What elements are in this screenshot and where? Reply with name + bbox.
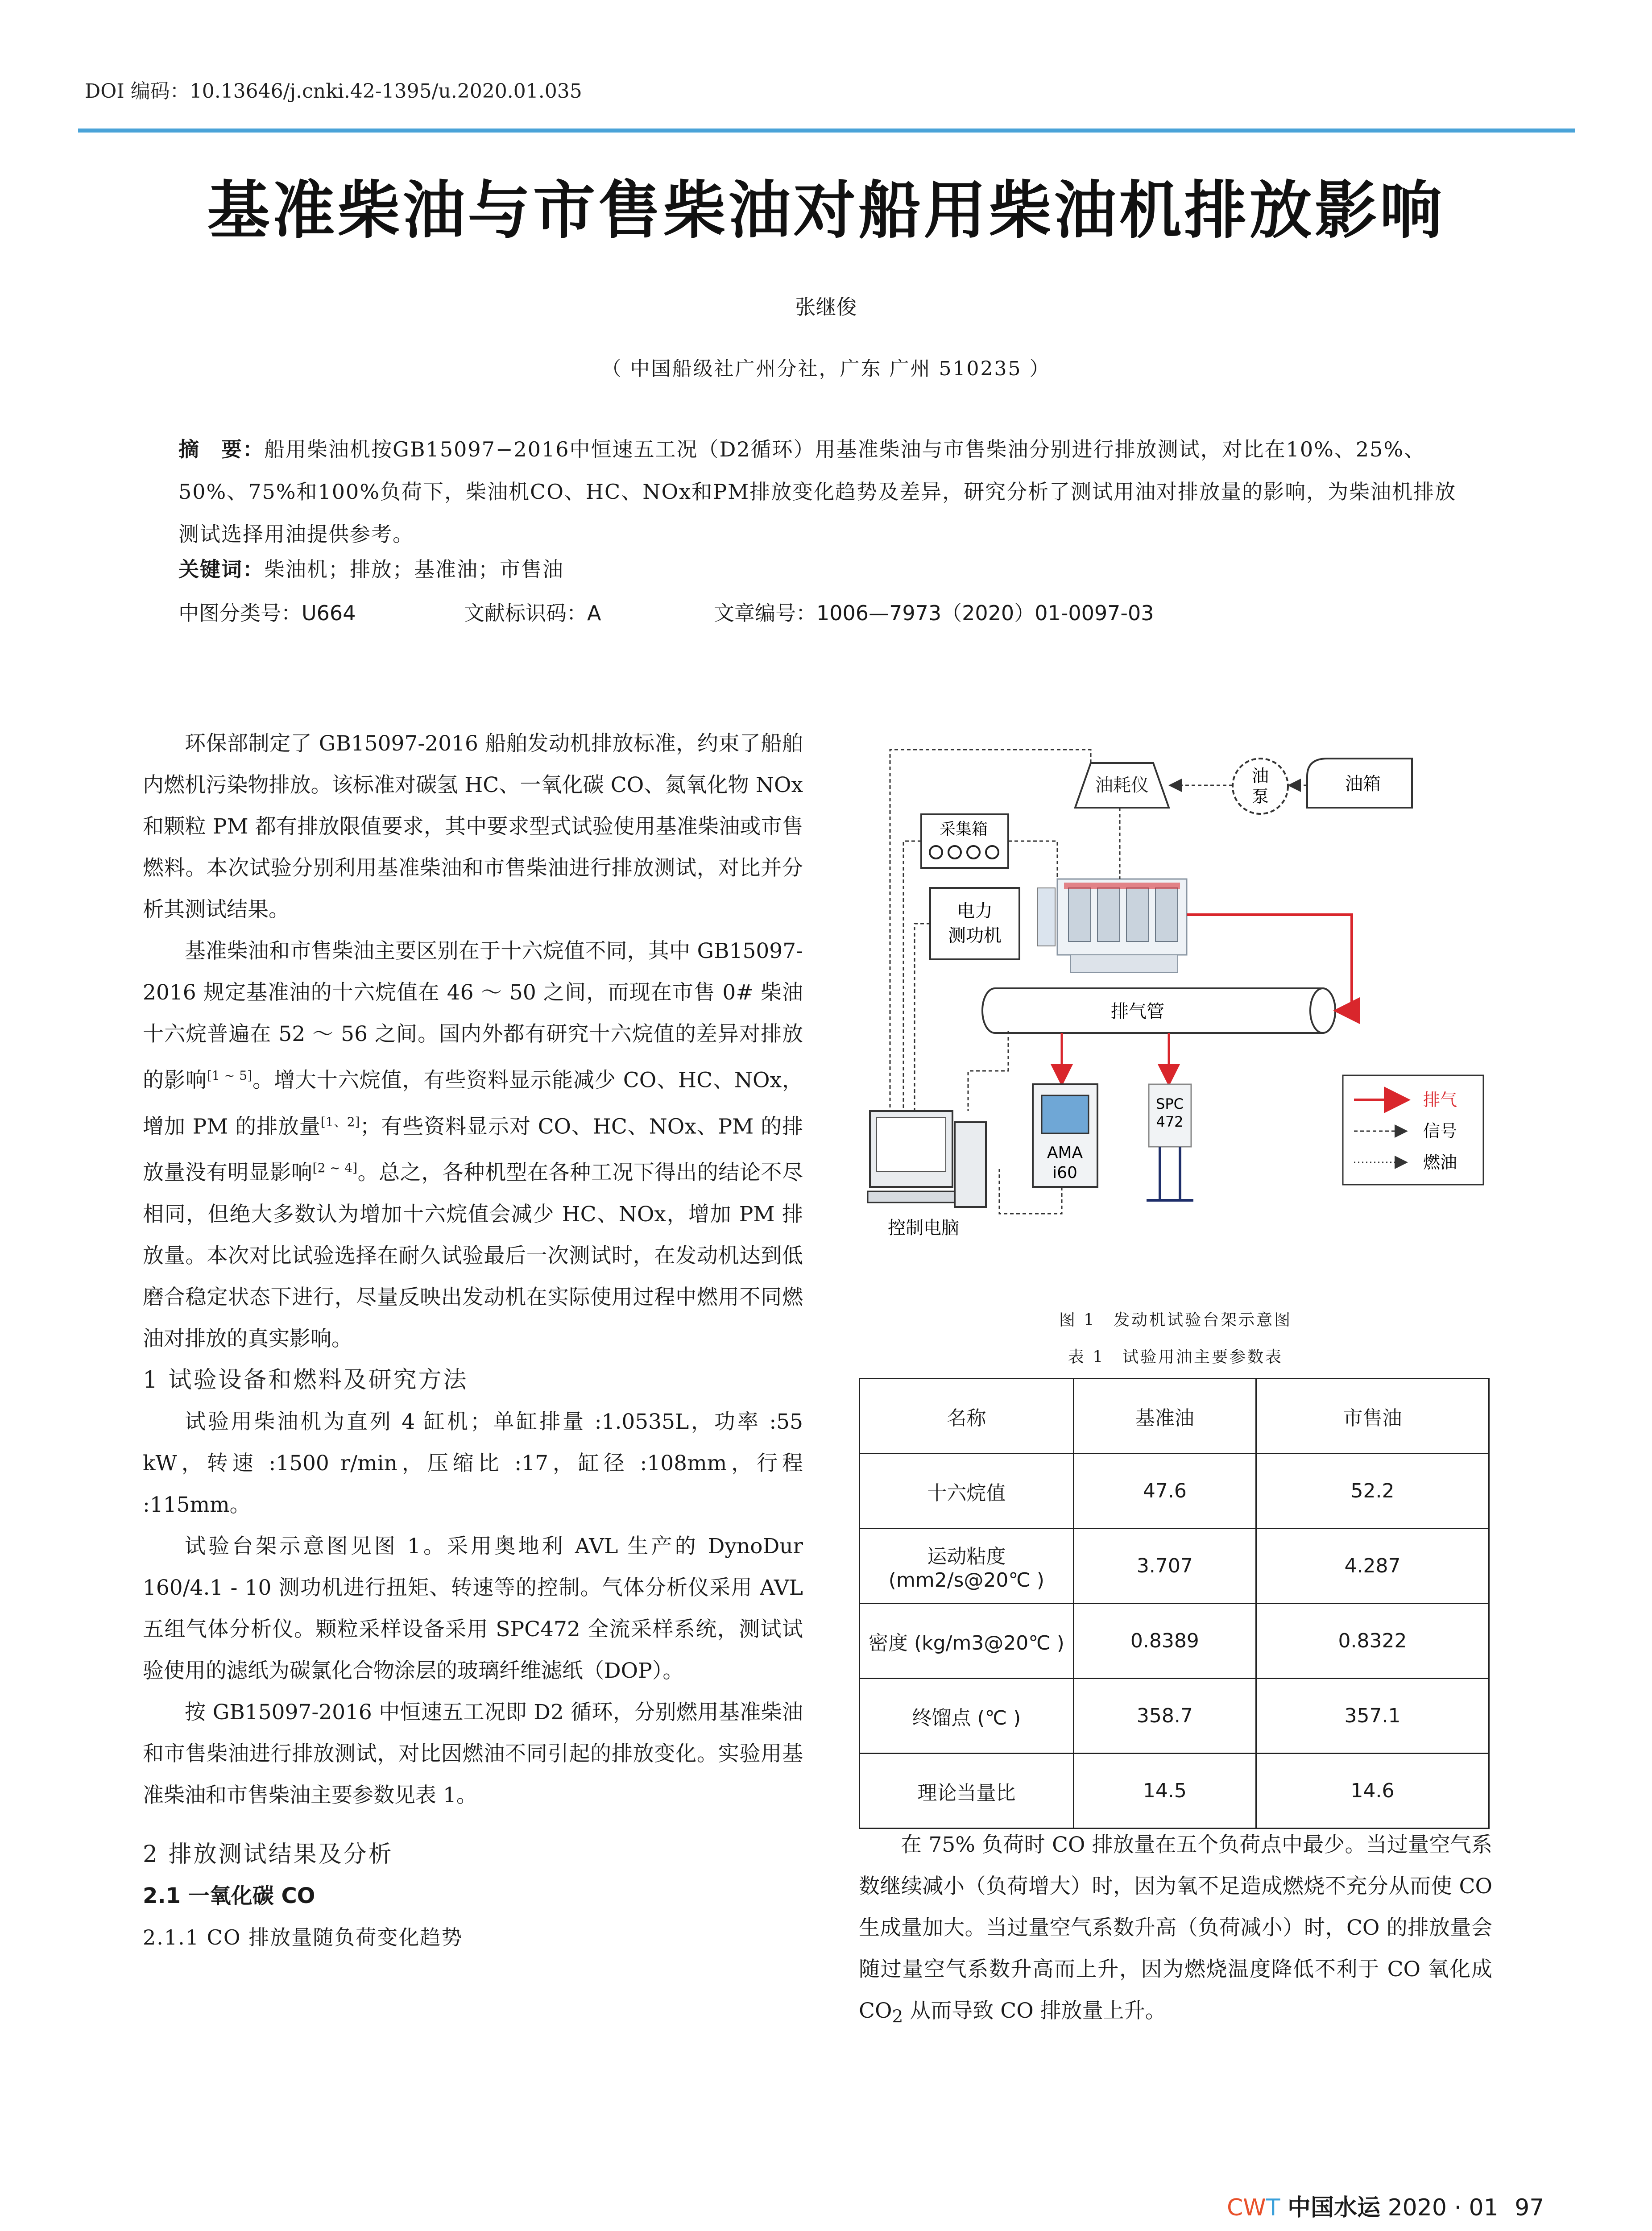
body-left-column [143, 723, 803, 1958]
pc-label: 控制电脑 [888, 1218, 959, 1238]
citation: [1、2] [320, 1114, 360, 1129]
table-cell: 3.707 [1073, 1529, 1256, 1604]
table-cell: 4.287 [1256, 1529, 1489, 1604]
pump-label-1: 油 [1251, 766, 1269, 786]
table-row [860, 1454, 1489, 1529]
text-run: 。总之，各种机型在各种工况下得出的结论不尽相同，但绝大多数认为增加十六烷值会减少 HC、NOx，增加 PM 排放量。本次对比试验选择在耐久试验最后一次测试时，在发动机达到低磨合稳定状态下进行，尽量反映出发动机在实际使用过程中燃用不同燃油对排放的真实影响。 [143, 1160, 803, 1351]
paragraph: 试验用柴油机为直列 4 缸机；单缸排量 :1.0535L，功率 :55 kW，转速 :1500 r/min，压缩比 :17，缸径 :108mm，行程 :115mm。 [143, 1409, 803, 1517]
subsection-heading: 2.1 一氧化碳 CO [143, 1883, 315, 1908]
table-cell: 47.6 [1073, 1454, 1256, 1529]
exhaust-pipe [982, 988, 1335, 1033]
table-cell: 密度 (kg/m3@20℃ ) [860, 1604, 1074, 1679]
ama-label-2: i60 [1052, 1164, 1077, 1182]
citation: [1 ~ 5] [207, 1068, 253, 1083]
fuel-meter [1075, 763, 1169, 808]
fuel-parameters-table [859, 1378, 1490, 1829]
paper-title: 基准柴油与市售柴油对船用柴油机排放影响 [207, 174, 1445, 247]
table-row [860, 1679, 1489, 1754]
section-heading-2: 2 排放测试结果及分析 [143, 1841, 393, 1868]
subsubsection-heading: 2.1.1 CO 排放量随负荷变化趋势 [143, 1925, 463, 1949]
table-row [860, 1529, 1489, 1604]
paragraph: 环保部制定了 GB15097-2016 船舶发动机排放标准，约束了船舶内燃机污染物排放。该标准对碳氢 HC、一氧化碳 CO、氮氧化物 NOx 和颗粒 PM 都有排放限值要求，其中要求型式试验使用基准柴油或市售燃料。本次试验分别利用基准柴油和市售柴油进行排放测试，对比并分析其测试结果。 [143, 731, 803, 922]
table-cell: 14.5 [1073, 1754, 1256, 1829]
page-number: 97 [1515, 2194, 1544, 2221]
fuel-tank [1307, 759, 1412, 808]
paragraph [859, 1824, 1492, 2037]
paragraph: 按 GB15097-2016 中恒速五工况即 D2 循环，分别燃用基准柴油和市售柴油进行排放测试，对比因燃油不同引起的排放变化。实验用基准柴油和市售柴油主要参数见表 1。 [143, 1700, 803, 1808]
subscript: 2 [892, 2007, 903, 2027]
keywords-label: 关键词： [178, 557, 264, 581]
abstract-label: 摘 要： [178, 437, 264, 461]
keywords-text: 柴油机；排放；基准油；市售油 [264, 557, 564, 581]
table-cell: 运动粘度 (mm2/s@20℃ ) [860, 1529, 1074, 1604]
paragraph: 试验台架示意图见图 1。采用奥地利 AVL 生产的 DynoDur 160/4.1 - 10 测功机进行扭矩、转速等的控制。气体分析仪采用 AVL 五组气体分析仪。颗粒采样设备采用 SPC472 全流采样系统，测试试验使用的滤纸为碳氯化合物涂层的玻璃纤维滤纸（DOP）。 [143, 1534, 803, 1683]
exhaust-pipe-label: 排气管 [1111, 1001, 1164, 1022]
test-bench-diagram [861, 741, 1490, 1296]
table-header-row [860, 1379, 1489, 1454]
text-run: 从而导致 CO 排放量上升。 [903, 1999, 1166, 2023]
issue: 2020 · 01 [1387, 2194, 1499, 2221]
figure-legend [1343, 1075, 1483, 1185]
citation: [2 ~ 4] [312, 1161, 358, 1176]
ama-label-1: AMA [1047, 1144, 1083, 1162]
table-cell: 0.8322 [1256, 1604, 1489, 1679]
author: 张继俊 [795, 295, 857, 319]
table-cell: 52.2 [1256, 1454, 1489, 1529]
cwt-logo-c: CW [1227, 2194, 1266, 2221]
oil-pump [1233, 759, 1288, 814]
daq-label: 采集箱 [939, 820, 988, 838]
cwt-logo-t: T [1266, 2194, 1280, 2221]
daq-box [921, 814, 1008, 868]
table-cell: 理论当量比 [860, 1754, 1074, 1829]
figure-caption: 图 1 发动机试验台架示意图 [1059, 1311, 1292, 1329]
pump-label-2: 泵 [1251, 787, 1269, 806]
paragraph [143, 930, 803, 1360]
dynamometer [930, 888, 1019, 959]
table-header-cell: 基准油 [1073, 1379, 1256, 1454]
text-run: 。增大十六烷值，有些资料显示能减少 CO、HC、NOx，增加 PM 的排放量 [143, 1068, 803, 1139]
spc-unit [1147, 1084, 1193, 1200]
engine [1037, 879, 1187, 973]
page-footer [1227, 2189, 1544, 2222]
keywords [178, 553, 564, 583]
article-number: 文章编号：1006—7973（2020）01-0097-03 [714, 601, 1154, 625]
legend-exhaust: 排气 [1423, 1090, 1457, 1110]
text-run: 在 75% 负荷时 CO 排放量在五个负荷点中最少。当过量空气系数继续减小（负荷增大）时，因为氧不足造成燃烧不充分从而使 CO 生成量加大。当过量空气系数升高（负荷减小）时，CO 的排放量会随过量空气系数升高而上升，因为燃烧温度降低不利于 CO 氧化成 CO [859, 1833, 1492, 2023]
table-cell: 14.6 [1256, 1754, 1489, 1829]
section-heading-1: 1 试验设备和燃料及研究方法 [143, 1366, 468, 1393]
table-header-cell: 市售油 [1256, 1379, 1489, 1454]
dyno-label-1: 电力 [957, 901, 993, 921]
table-cell: 十六烷值 [860, 1454, 1074, 1529]
tank-label: 油箱 [1345, 774, 1381, 794]
legend-fuel: 燃油 [1423, 1153, 1457, 1172]
magazine-name: 中国水运 [1288, 2194, 1381, 2221]
clc-number: 中图分类号：U664 [178, 601, 356, 625]
doi-line: DOI 编码：10.13646/j.cnki.42-1395/u.2020.01.035 [85, 80, 582, 103]
table-cell: 0.8389 [1073, 1604, 1256, 1679]
text-run: 基准柴油和市售柴油主要区别在于十六烷值不同，其中 GB15097-2016 规定基准油的十六烷值在 46 ～ 50 之间，而现在市售 0# 柴油十六烷普遍在 52 ～ 56 之间。国内外都有研究十六烷值的差异对排放的影响 [143, 939, 803, 1093]
abstract-text: 船用柴油机按GB15097−2016中恒速五工况（D2循环）用基准柴油与市售柴油分别进行排放测试，对比在10%、25%、50%、75%和100%负荷下，柴油机CO、HC、NOx和PM排放变化趋势及差异，研究分析了测试用油对排放量的影响，为柴油机排放测试选择用油提供参考。 [178, 437, 1457, 546]
spc-label-2: 472 [1156, 1113, 1184, 1130]
doc-code: 文献标识码：A [464, 601, 601, 625]
abstract [178, 428, 1472, 556]
table-cell: 358.7 [1073, 1679, 1256, 1754]
table-cell: 终馏点 (℃ ) [860, 1679, 1074, 1754]
legend-signal: 信号 [1423, 1121, 1457, 1141]
table-row [860, 1754, 1489, 1829]
header-rule [78, 129, 1575, 133]
fuel-meter-label: 油耗仪 [1095, 775, 1149, 796]
table-cell: 357.1 [1256, 1679, 1489, 1754]
ama-analyzer [1033, 1084, 1097, 1187]
body-right-column [859, 1824, 1492, 2037]
affiliation: （ 中国船级社广州分社，广东 广州 510235 ） [601, 357, 1051, 380]
text-run: ；有些资料显示对 CO、HC、NOx、PM 的排放量没有明显影响 [143, 1114, 803, 1185]
spc-label-1: SPC [1156, 1095, 1184, 1112]
table-header-cell: 名称 [860, 1379, 1074, 1454]
table-caption: 表 1 试验用油主要参数表 [1068, 1348, 1284, 1366]
control-pc [868, 1111, 986, 1238]
table-row [860, 1604, 1489, 1679]
dyno-label-2: 测功机 [948, 925, 1002, 946]
